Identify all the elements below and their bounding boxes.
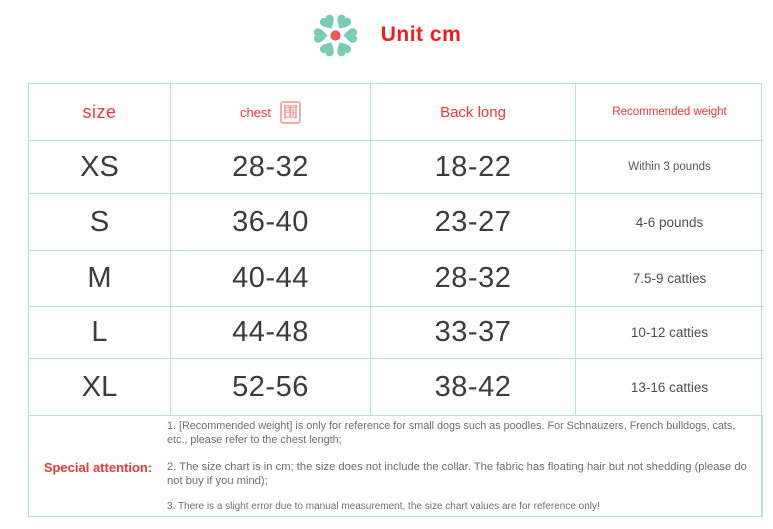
size-table (28, 83, 762, 517)
notes-list (167, 420, 754, 513)
column-header-chest (171, 84, 371, 141)
weight-cell: Within 3 pounds (576, 141, 763, 194)
back-long-cell: 18-22 (371, 141, 576, 194)
note-item: 2. The size chart is in cm; the size does not include the collar. The fabric has floating hair but not shedding (please do not buy if you mind); (167, 461, 747, 488)
size-cell: M (29, 251, 171, 307)
chest-cell: 52-56 (171, 359, 371, 416)
chest-cell: 28-32 (171, 141, 371, 194)
notes-section (29, 416, 763, 518)
column-header-recommended-weight (576, 84, 763, 141)
size-cell: XS (29, 141, 171, 194)
weight-cell: 10-12 catties (576, 307, 763, 359)
girth-stamp-icon: 围 (280, 101, 301, 124)
column-header-chest-label: chest (239, 104, 272, 120)
size-cell: L (29, 307, 171, 359)
back-long-cell: 38-42 (371, 359, 576, 416)
chest-cell: 36-40 (171, 194, 371, 251)
back-long-cell: 33-37 (371, 307, 576, 359)
page-header (0, 6, 773, 64)
column-header-size (29, 84, 171, 141)
weight-cell: 13-16 catties (576, 359, 763, 416)
weight-cell: 7.5-9 catties (576, 251, 763, 307)
size-cell: S (29, 194, 171, 251)
chest-cell: 40-44 (171, 251, 371, 307)
size-cell: XL (29, 359, 171, 416)
chest-cell: 44-48 (171, 307, 371, 359)
page-title: Unit cm (380, 23, 462, 46)
back-long-cell: 23-27 (371, 194, 576, 251)
notes-label: Special attention: (43, 459, 153, 475)
flower-icon (312, 12, 359, 59)
column-header-size-label: size (82, 101, 117, 122)
note-item: 3. There is a slight error due to manual measurement, the size chart values are for reference only! (167, 501, 600, 513)
note-item: 1. [Recommended weight] is only for reference for small dogs such as poodles. For Schnauzers, French bulldogs, cats, etc., please refer to the chest length; (167, 420, 736, 446)
column-header-recommended-weight-label: Recommended weight (612, 106, 727, 118)
weight-cell: 4-6 pounds (576, 194, 763, 251)
back-long-cell: 28-32 (371, 251, 576, 307)
column-header-back-long-label: Back long (440, 103, 506, 121)
column-header-back-long (371, 84, 576, 141)
